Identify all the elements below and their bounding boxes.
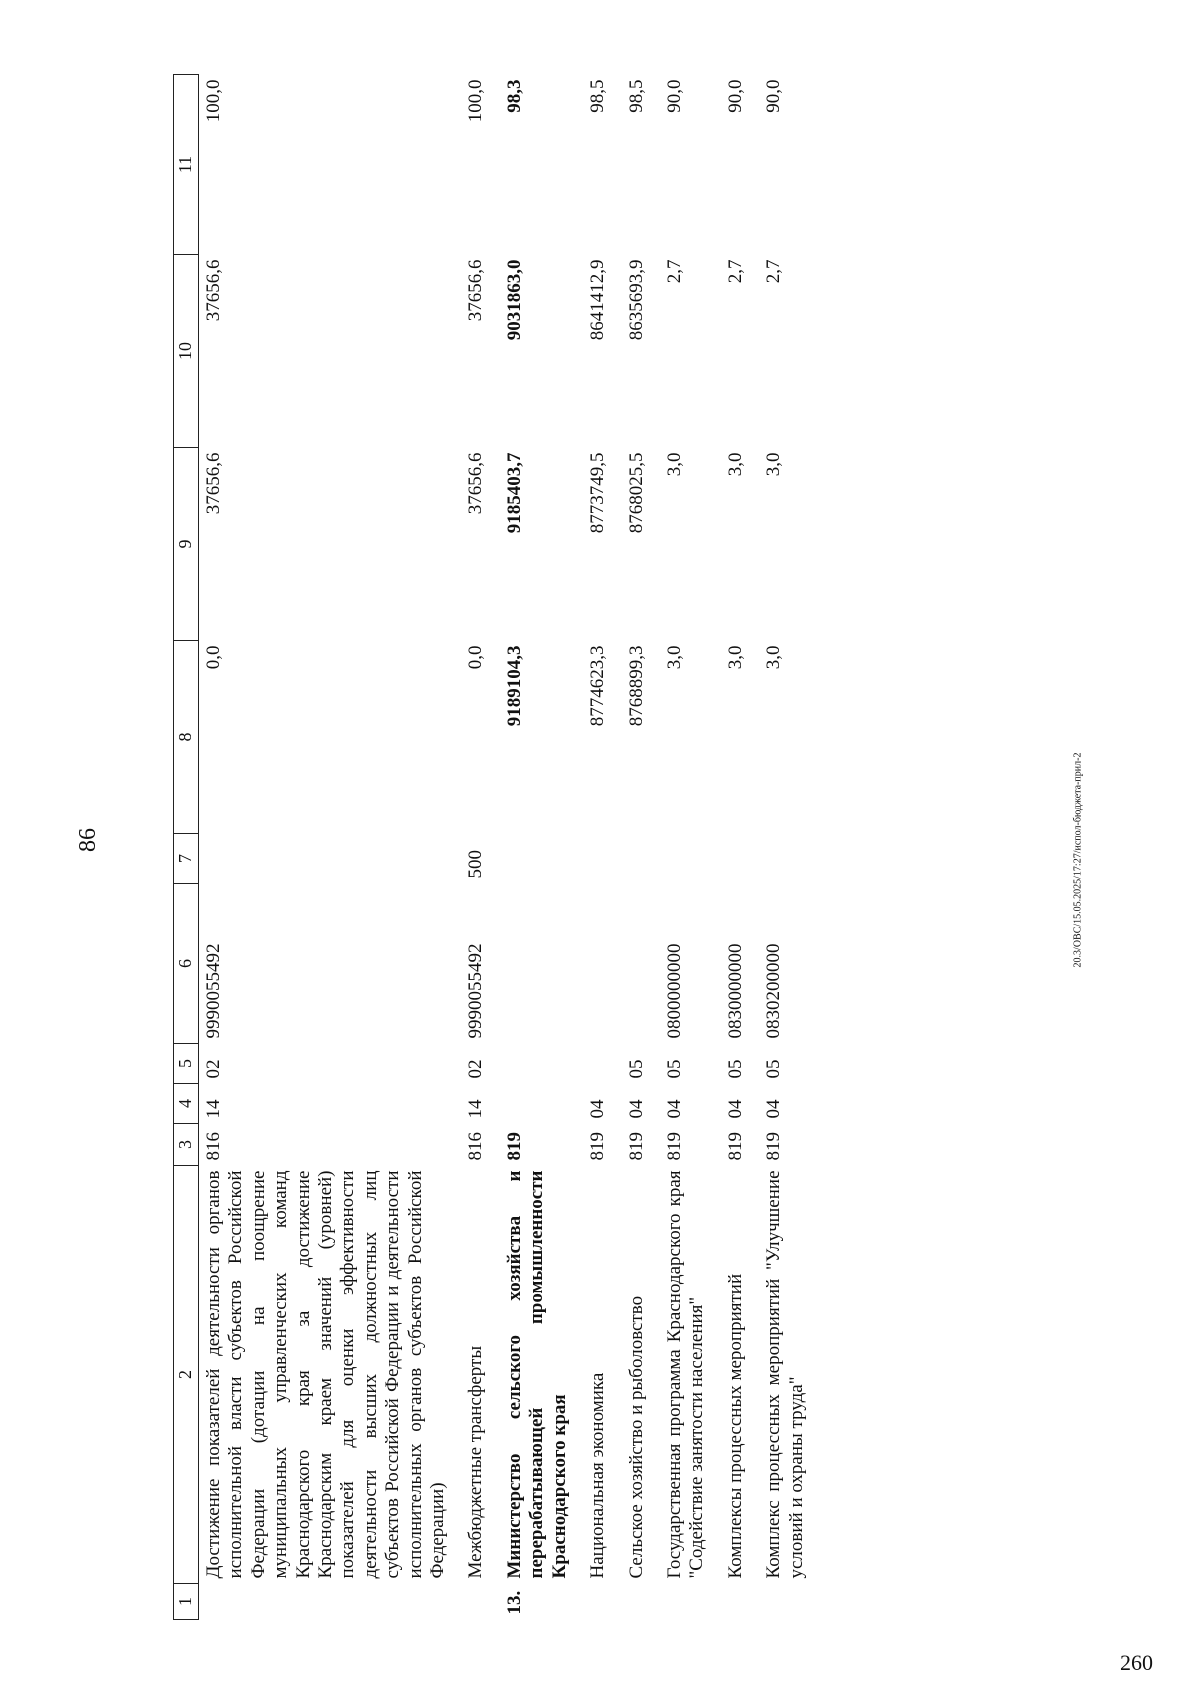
ministry-code-cell: 819 — [724, 1132, 746, 1161]
ministry-code-cell: 819 — [763, 1132, 785, 1161]
row-number-cell — [583, 1584, 621, 1620]
row-number-cell — [461, 1584, 499, 1620]
section-code-cell: 04 — [724, 1099, 746, 1119]
header-cell: 6 — [174, 884, 199, 1044]
executed-amount-cell: 8641412,9 — [587, 259, 609, 341]
section-code-cell: 04 — [625, 1099, 647, 1119]
table-row — [721, 75, 759, 1620]
execution-percent-cell: 98,5 — [587, 79, 609, 113]
subsection-code-cell: 05 — [663, 1059, 685, 1079]
table-row — [622, 75, 660, 1620]
header-cell: 3 — [174, 1124, 199, 1166]
section-code-cell: 04 — [663, 1099, 685, 1119]
row-number-cell — [721, 1584, 759, 1620]
approved-amount-cell: 3,0 — [724, 645, 746, 670]
approved-amount-cell: 0,0 — [465, 645, 487, 670]
subsection-code-cell: 05 — [724, 1059, 746, 1079]
section-code-cell: 14 — [203, 1099, 224, 1119]
header-cell: 10 — [174, 255, 199, 448]
item-name-cell: Межбюджетные трансферты — [465, 1345, 487, 1579]
subsection-code-cell: 02 — [203, 1059, 224, 1079]
budget-list-amount-cell: 3,0 — [663, 452, 685, 477]
executed-amount-cell: 37656,6 — [203, 259, 224, 322]
expense-type-cell — [500, 834, 583, 884]
expense-type-cell — [622, 834, 660, 884]
table-row — [759, 75, 820, 1620]
table-row — [583, 75, 621, 1620]
table-row — [199, 75, 462, 1620]
target-article-cell: 0800000000 — [663, 943, 685, 1039]
section-code-cell: 04 — [587, 1099, 609, 1119]
execution-percent-cell: 90,0 — [663, 79, 685, 113]
ministry-code-cell: 816 — [465, 1132, 487, 1161]
expense-type-cell — [721, 834, 759, 884]
item-name-cell: Сельское хозяйство и рыболовство — [625, 1295, 647, 1579]
executed-amount-cell: 9031863,0 — [503, 259, 525, 341]
executed-amount-cell: 37656,6 — [465, 259, 487, 322]
budget-list-amount-cell: 37656,6 — [203, 452, 224, 515]
budget-list-amount-cell: 3,0 — [763, 452, 785, 477]
approved-amount-cell: 3,0 — [663, 645, 685, 670]
target-article-cell: 0830200000 — [763, 943, 785, 1039]
expense-type-cell — [583, 834, 621, 884]
target-article-cell — [583, 884, 621, 1044]
item-name-cell: Государственная программа Краснодарского края "Содействие занятости населения" — [663, 1170, 708, 1579]
ministry-code-cell: 819 — [625, 1132, 647, 1161]
row-number-cell: 13. — [503, 1590, 525, 1615]
budget-table — [173, 74, 820, 1620]
budget-list-amount-cell: 8773749,5 — [587, 452, 609, 534]
budget-list-amount-cell: 8768025,5 — [625, 452, 647, 534]
item-name-cell: Комплекс процессных мероприятий "Улучшение условий и охраны труда" — [763, 1170, 807, 1579]
row-number-cell — [622, 1584, 660, 1620]
ministry-code-cell: 819 — [587, 1132, 609, 1161]
header-cell: 2 — [174, 1166, 199, 1584]
execution-percent-cell: 100,0 — [465, 79, 487, 123]
expense-type-cell — [759, 834, 820, 884]
execution-percent-cell: 90,0 — [763, 79, 785, 113]
item-name-cell: Министерство сельского хозяйства и перерабатывающей промышленности Краснодарского края — [503, 1170, 570, 1579]
header-cell: 8 — [174, 641, 199, 834]
executed-amount-cell: 2,7 — [724, 259, 746, 284]
row-number-cell — [660, 1584, 721, 1620]
execution-percent-cell: 98,5 — [625, 79, 647, 113]
execution-percent-cell: 90,0 — [724, 79, 746, 113]
budget-list-amount-cell: 37656,6 — [465, 452, 487, 515]
item-name-cell: Достижение показателей деятельности органов исполнительной власти субъектов Российской Федерации (дотации на поощрение муниципальных управленческих команд Краснодарского края за достижение Краснодарским краем значений (уровней) показателей для оценки эффективности деятельности высших должностных лиц субъектов Российской Федерации и деятельности исполнительных органов субъектов Российской Федерации) — [203, 1170, 449, 1579]
target-article-cell: 9990055492 — [203, 943, 224, 1039]
item-name-cell: Комплексы процессных мероприятий — [724, 1273, 746, 1579]
row-number-cell — [759, 1584, 820, 1620]
executed-amount-cell: 8635693,9 — [625, 259, 647, 341]
expense-type-cell — [199, 834, 462, 884]
table-row — [461, 75, 499, 1620]
budget-list-amount-cell: 3,0 — [724, 452, 746, 477]
target-article-cell: 0830000000 — [724, 943, 746, 1039]
budget-list-amount-cell: 9185403,7 — [503, 452, 525, 534]
page-number: 260 — [1120, 1650, 1153, 1675]
ministry-code-cell: 816 — [203, 1132, 224, 1161]
target-article-cell — [622, 884, 660, 1044]
table-row — [660, 75, 721, 1620]
target-article-cell: 9990055492 — [465, 943, 487, 1039]
header-cell: 4 — [174, 1084, 199, 1124]
subsection-code-cell: 05 — [763, 1059, 785, 1079]
header-cell: 11 — [174, 75, 199, 255]
subsection-code-cell: 02 — [465, 1059, 487, 1079]
execution-percent-cell: 98,3 — [503, 79, 525, 113]
subsection-code-cell — [500, 1044, 583, 1084]
section-code-cell: 04 — [763, 1099, 785, 1119]
approved-amount-cell: 8774623,3 — [587, 645, 609, 727]
approved-amount-cell: 8768899,3 — [625, 645, 647, 727]
execution-percent-cell: 100,0 — [203, 79, 224, 123]
executed-amount-cell: 2,7 — [763, 259, 785, 284]
header-cell: 7 — [174, 834, 199, 884]
header-row — [174, 75, 199, 1620]
ministry-code-cell: 819 — [503, 1132, 525, 1161]
table-body — [199, 75, 820, 1620]
expense-type-cell: 500 — [465, 850, 487, 879]
approved-amount-cell: 9189104,3 — [503, 645, 525, 727]
table-row — [500, 75, 583, 1620]
approved-amount-cell: 0,0 — [203, 645, 224, 670]
row-number-cell — [199, 1584, 462, 1620]
approved-amount-cell: 3,0 — [763, 645, 785, 670]
item-name-cell: Национальная экономика — [587, 1372, 609, 1579]
header-cell: 9 — [174, 448, 199, 641]
subsection-code-cell: 05 — [625, 1059, 647, 1079]
expense-type-cell — [660, 834, 721, 884]
header-cell: 5 — [174, 1044, 199, 1084]
executed-amount-cell: 2,7 — [663, 259, 685, 284]
header-cell: 1 — [174, 1584, 199, 1620]
target-article-cell — [500, 884, 583, 1044]
rotated-page-content — [75, 60, 1075, 1620]
footer-code: 20.3/ОВС/15.05.2025/17:27/испол-бюджета-прил-2 — [1072, 752, 1084, 968]
section-code-cell — [500, 1084, 583, 1124]
subsection-code-cell — [583, 1044, 621, 1084]
sheet-number: 86 — [75, 828, 101, 852]
ministry-code-cell: 819 — [663, 1132, 685, 1161]
section-code-cell: 14 — [465, 1099, 487, 1119]
